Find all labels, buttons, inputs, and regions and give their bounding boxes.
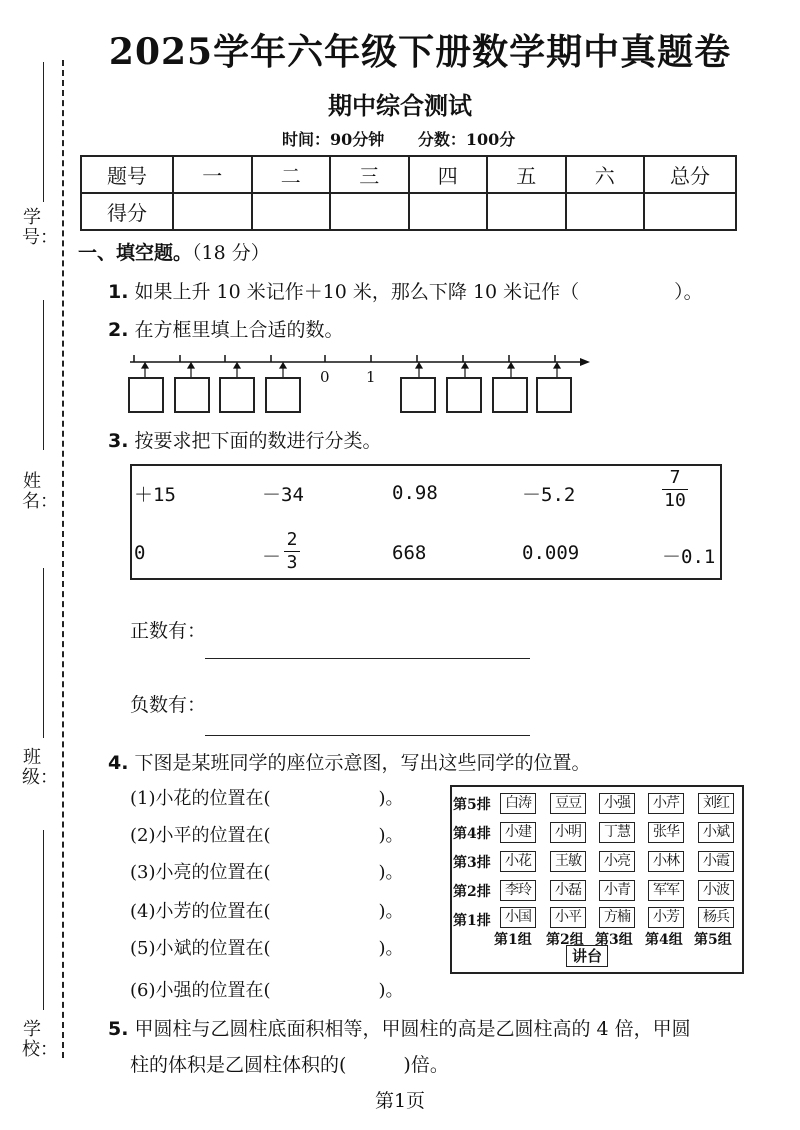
total-score: 分数：100分 (417, 130, 516, 149)
question-text: 下图是某班同学的座位示意图，写出这些同学的位置。 (134, 752, 591, 774)
header-cell: 六 (566, 156, 645, 193)
question-number: 4. (108, 752, 129, 774)
name-label: 姓名： (22, 471, 58, 512)
student-no-line (43, 62, 44, 202)
seat: 军军 (648, 880, 684, 901)
fraction-denominator: 3 (286, 552, 298, 573)
question-number: 1. (108, 281, 129, 303)
question-number: 2. (108, 319, 129, 341)
header-cell: 题号 (81, 156, 173, 193)
score-table-header-row (81, 156, 736, 193)
number-item: 0 (134, 542, 146, 564)
fraction-item (662, 468, 688, 511)
score-cell[interactable] (330, 193, 409, 230)
answer-box[interactable] (174, 377, 210, 413)
header-cell: 二 (252, 156, 331, 193)
position-item: (1)小花的位置在( )。 (130, 788, 404, 809)
section-title: 一、填空题。 (78, 242, 193, 264)
seat: 小青 (599, 880, 635, 901)
tick-label-one: 1 (366, 368, 376, 386)
fraction-item (284, 530, 300, 573)
question-text: 如果上升 10 米记作＋10 米，那么下降 10 米记作（ ）。 (134, 281, 703, 303)
seat: 小国 (500, 907, 536, 928)
seat: 白涛 (500, 793, 536, 814)
score-cell[interactable] (409, 193, 488, 230)
row-label: 得分 (81, 193, 173, 230)
answer-box[interactable] (219, 377, 255, 413)
number-line-arrow (580, 358, 590, 366)
seat: 豆豆 (550, 793, 586, 814)
header-cell: 总分 (644, 156, 736, 193)
position-item: (4)小芳的位置在( )。 (130, 901, 404, 922)
seat-row-label: 第3排 (453, 855, 491, 871)
question-1 (108, 277, 703, 304)
group-label: 第5组 (694, 932, 732, 948)
seat: 小霞 (698, 851, 734, 872)
tick-label-zero: 0 (320, 368, 330, 386)
fraction-numerator: 7 (669, 467, 681, 488)
positive-label: 正数有： (130, 620, 207, 642)
seat: 小明 (550, 822, 586, 843)
seat: 小亮 (599, 851, 635, 872)
number-line (125, 348, 595, 380)
page-title: 2025学年六年级下册数学期中真题卷 (108, 31, 732, 73)
seat: 王敏 (550, 851, 586, 872)
score-table (80, 155, 737, 231)
exam-meta (282, 127, 543, 150)
negative-label: 负数有： (130, 694, 207, 716)
seat: 李玲 (500, 880, 536, 901)
number-item: －0.1 (662, 546, 716, 568)
seat-row-label: 第4排 (453, 826, 491, 842)
question-5-continued: 柱的体积是乙圆柱体积的( )倍。 (130, 1054, 449, 1076)
class-label: 班级： (22, 747, 58, 788)
score-cell[interactable] (487, 193, 566, 230)
fraction-denominator: 10 (664, 490, 686, 511)
student-no-label: 学号： (22, 207, 58, 248)
answer-box[interactable] (492, 377, 528, 413)
school-line (43, 830, 44, 1010)
group-label: 第4组 (645, 932, 683, 948)
question-text: 在方框里填上合适的数。 (134, 319, 344, 341)
binding-dashed-line (62, 60, 64, 1058)
fraction-numerator: 2 (286, 529, 298, 550)
seat: 小强 (599, 793, 635, 814)
seat: 刘红 (698, 793, 734, 814)
seat: 小磊 (550, 880, 586, 901)
seat: 小斌 (698, 822, 734, 843)
seat-row-label: 第5排 (453, 797, 491, 813)
score-cell[interactable] (173, 193, 252, 230)
score-cell[interactable] (644, 193, 736, 230)
negative-answer-line[interactable] (205, 735, 530, 736)
score-cell[interactable] (566, 193, 645, 230)
class-line (43, 568, 44, 738)
position-item: (3)小亮的位置在( )。 (130, 862, 404, 883)
question-5 (108, 1014, 691, 1041)
score-table-score-row (81, 193, 736, 230)
position-item: (6)小强的位置在( )。 (130, 980, 404, 1001)
question-3 (108, 426, 381, 453)
header-cell: 五 (487, 156, 566, 193)
group-label: 第3组 (595, 932, 633, 948)
seat: 小平 (550, 907, 586, 928)
seat: 小芳 (648, 907, 684, 928)
seat: 小花 (500, 851, 536, 872)
seat-row-label: 第2排 (453, 884, 491, 900)
question-number: 3. (108, 430, 129, 452)
seat: 小建 (500, 822, 536, 843)
number-item: 0.98 (392, 482, 438, 504)
number-item: －5.2 (522, 484, 576, 506)
group-label: 第2组 (546, 932, 584, 948)
question-2 (108, 315, 343, 342)
header-cell: 一 (173, 156, 252, 193)
header-cell: 三 (330, 156, 409, 193)
seat: 杨兵 (698, 907, 734, 928)
number-item: －34 (262, 484, 304, 506)
answer-box[interactable] (400, 377, 436, 413)
question-number: 5. (108, 1018, 129, 1040)
number-line-ticks (134, 355, 555, 362)
question-text: 按要求把下面的数进行分类。 (134, 430, 382, 452)
answer-box[interactable] (128, 377, 164, 413)
page-number: 第1页 (374, 1090, 426, 1112)
answer-box[interactable] (265, 377, 301, 413)
number-line-pointers (142, 363, 560, 377)
seat-row-label: 第1排 (453, 913, 491, 929)
podium: 讲台 (566, 945, 608, 967)
score-cell[interactable] (252, 193, 331, 230)
position-item: (2)小平的位置在( )。 (130, 825, 404, 846)
group-label: 第1组 (494, 932, 532, 948)
answer-box[interactable] (446, 377, 482, 413)
positive-answer-line[interactable] (205, 658, 530, 659)
fraction-sign: － (262, 546, 282, 568)
seat: 小波 (698, 880, 734, 901)
header-cell: 四 (409, 156, 488, 193)
question-4 (108, 748, 590, 775)
section-heading (78, 238, 270, 265)
number-item: ＋15 (134, 484, 176, 506)
seat: 张华 (648, 822, 684, 843)
seat: 小林 (648, 851, 684, 872)
seat: 丁慧 (599, 822, 635, 843)
number-item: 0.009 (522, 542, 580, 564)
name-line (43, 300, 44, 450)
seat: 方楠 (599, 907, 635, 928)
seat: 小芹 (648, 793, 684, 814)
school-label: 学校： (22, 1019, 58, 1060)
number-item: 668 (392, 542, 427, 564)
question-text: 甲圆柱与乙圆柱底面积相等，甲圆柱的高是乙圆柱高的 4 倍，甲圆 (134, 1018, 691, 1040)
position-item: (5)小斌的位置在( )。 (130, 938, 404, 959)
time-limit: 时间：90分钟 (282, 130, 385, 149)
section-points: （18 分） (192, 242, 270, 264)
page-subtitle: 期中综合测试 (328, 91, 472, 120)
answer-box[interactable] (536, 377, 572, 413)
